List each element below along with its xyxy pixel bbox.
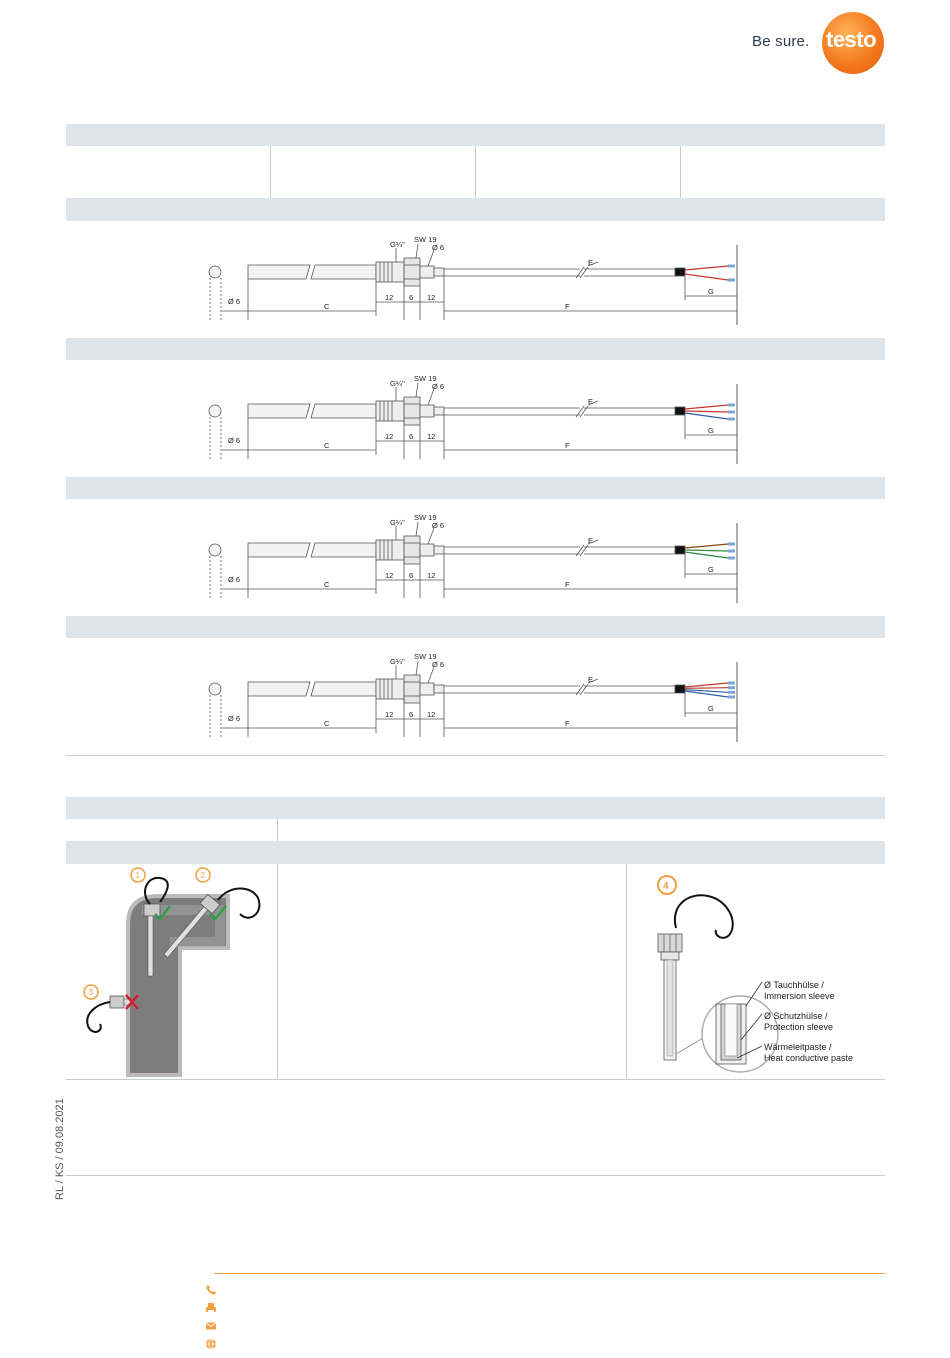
label-12b: 12 <box>427 432 436 441</box>
label-diameter: Ø 6 <box>228 575 241 584</box>
label-c: C <box>324 719 330 728</box>
label-c: C <box>324 580 330 589</box>
label-6: 6 <box>409 571 414 580</box>
marker-1: 1 <box>135 871 140 880</box>
probe-drawing-svg <box>200 652 745 742</box>
phone-icon <box>205 1284 217 1296</box>
section-band-3 <box>66 477 885 499</box>
label-c: C <box>324 441 330 450</box>
immersion-sleeve-illustration <box>630 864 885 1079</box>
label-6: 6 <box>409 432 414 441</box>
sleeve-label-2-line2: Protection sleeve <box>764 1022 834 1032</box>
label-tube-diameter: Ø 6 <box>432 660 445 669</box>
wire-ferrule <box>728 696 735 699</box>
row-divider <box>66 1079 885 1080</box>
wire-ferrule <box>728 418 735 421</box>
footer-divider <box>214 1273 885 1274</box>
wire-lead <box>685 552 728 558</box>
label-12a: 12 <box>385 571 394 580</box>
label-12b: 12 <box>427 293 436 302</box>
wire-ferrule <box>728 543 735 546</box>
sleeve-label-1-line1: Ø Tauchhülse / <box>764 980 824 990</box>
mail-icon <box>205 1320 217 1332</box>
probe-drawing-3 <box>200 513 745 603</box>
label-e: E <box>588 397 594 406</box>
logo-slogan: Be sure. <box>752 33 810 50</box>
label-wrench: SW 19 <box>414 235 437 244</box>
fax-icon <box>205 1302 217 1314</box>
column-divider <box>277 819 278 841</box>
wire-lead <box>685 688 728 689</box>
table-header-band <box>66 124 885 146</box>
label-c: C <box>324 302 330 311</box>
label-tube-diameter: Ø 6 <box>432 521 445 530</box>
sleeve-label-3-line1: Wärmeleitpaste / <box>764 1042 832 1052</box>
wire-ferrule <box>728 691 735 694</box>
section-band-1 <box>66 198 885 221</box>
wire-lead <box>685 274 728 280</box>
wire-lead <box>685 405 728 409</box>
label-f: F <box>565 441 570 450</box>
column-divider <box>270 146 271 198</box>
wire-ferrule <box>728 550 735 553</box>
label-diameter: Ø 6 <box>228 436 241 445</box>
label-diameter: Ø 6 <box>228 297 241 306</box>
label-f: F <box>565 719 570 728</box>
table2-header-band <box>66 797 885 819</box>
label-12b: 12 <box>427 571 436 580</box>
label-f: F <box>565 580 570 589</box>
label-12b: 12 <box>427 710 436 719</box>
row-divider <box>66 1175 885 1176</box>
probe-drawing-1 <box>200 235 745 325</box>
label-g: G <box>708 565 714 574</box>
label-thread: G¼" <box>390 240 405 249</box>
wire-lead <box>685 413 728 419</box>
label-thread: G¼" <box>390 379 405 388</box>
wire-ferrule <box>728 265 735 268</box>
web-icon <box>205 1338 217 1350</box>
marker-2: 2 <box>200 871 205 880</box>
label-tube-diameter: Ø 6 <box>432 382 445 391</box>
probe-drawing-4 <box>200 652 745 742</box>
wire-lead <box>685 683 728 687</box>
sleeve-label-3-line2: Heat conductive paste <box>764 1053 854 1063</box>
wire-ferrule <box>728 557 735 560</box>
wire-lead <box>685 266 728 270</box>
section-end-line <box>66 755 885 756</box>
wire-ferrule <box>728 279 735 282</box>
label-12a: 12 <box>385 432 394 441</box>
installation-band <box>66 841 885 864</box>
column-divider <box>475 146 476 198</box>
probe-drawing-2 <box>200 374 745 464</box>
column-divider <box>277 864 278 1079</box>
label-f: F <box>565 302 570 311</box>
marker-4: 4 <box>663 881 669 892</box>
wire-lead <box>685 544 728 548</box>
label-wrench: SW 19 <box>414 652 437 661</box>
label-diameter: Ø 6 <box>228 714 241 723</box>
installation-pipe-illustration <box>70 864 275 1079</box>
label-wrench: SW 19 <box>414 374 437 383</box>
label-thread: G¼" <box>390 657 405 666</box>
wire-lead <box>685 411 728 412</box>
label-12a: 12 <box>385 710 394 719</box>
label-g: G <box>708 287 714 296</box>
section-band-2 <box>66 338 885 360</box>
column-divider <box>626 864 627 1079</box>
label-wrench: SW 19 <box>414 513 437 522</box>
wire-ferrule <box>728 682 735 685</box>
wire-ferrule <box>728 411 735 414</box>
probe-drawing-svg <box>200 374 745 464</box>
column-divider <box>680 146 681 198</box>
wire-lead <box>685 550 728 551</box>
document-code: RL / KS / 09.08.2021 <box>54 1098 66 1200</box>
label-g: G <box>708 704 714 713</box>
label-12a: 12 <box>385 293 394 302</box>
sleeve-label-2-line1: Ø Schutzhülse / <box>764 1011 828 1021</box>
label-thread: G¼" <box>390 518 405 527</box>
probe-drawing-svg <box>200 235 745 325</box>
label-e: E <box>588 258 594 267</box>
probe-drawing-svg <box>200 513 745 603</box>
label-e: E <box>588 675 594 684</box>
wire-ferrule <box>728 404 735 407</box>
label-g: G <box>708 426 714 435</box>
label-tube-diameter: Ø 6 <box>432 243 445 252</box>
label-e: E <box>588 536 594 545</box>
label-6: 6 <box>409 293 414 302</box>
marker-3: 3 <box>88 988 93 997</box>
wire-ferrule <box>728 686 735 689</box>
label-6: 6 <box>409 710 414 719</box>
section-band-4 <box>66 616 885 638</box>
sleeve-label-1-line2: Immersion sleeve <box>764 991 835 1001</box>
logo-brand: testo <box>826 27 877 52</box>
